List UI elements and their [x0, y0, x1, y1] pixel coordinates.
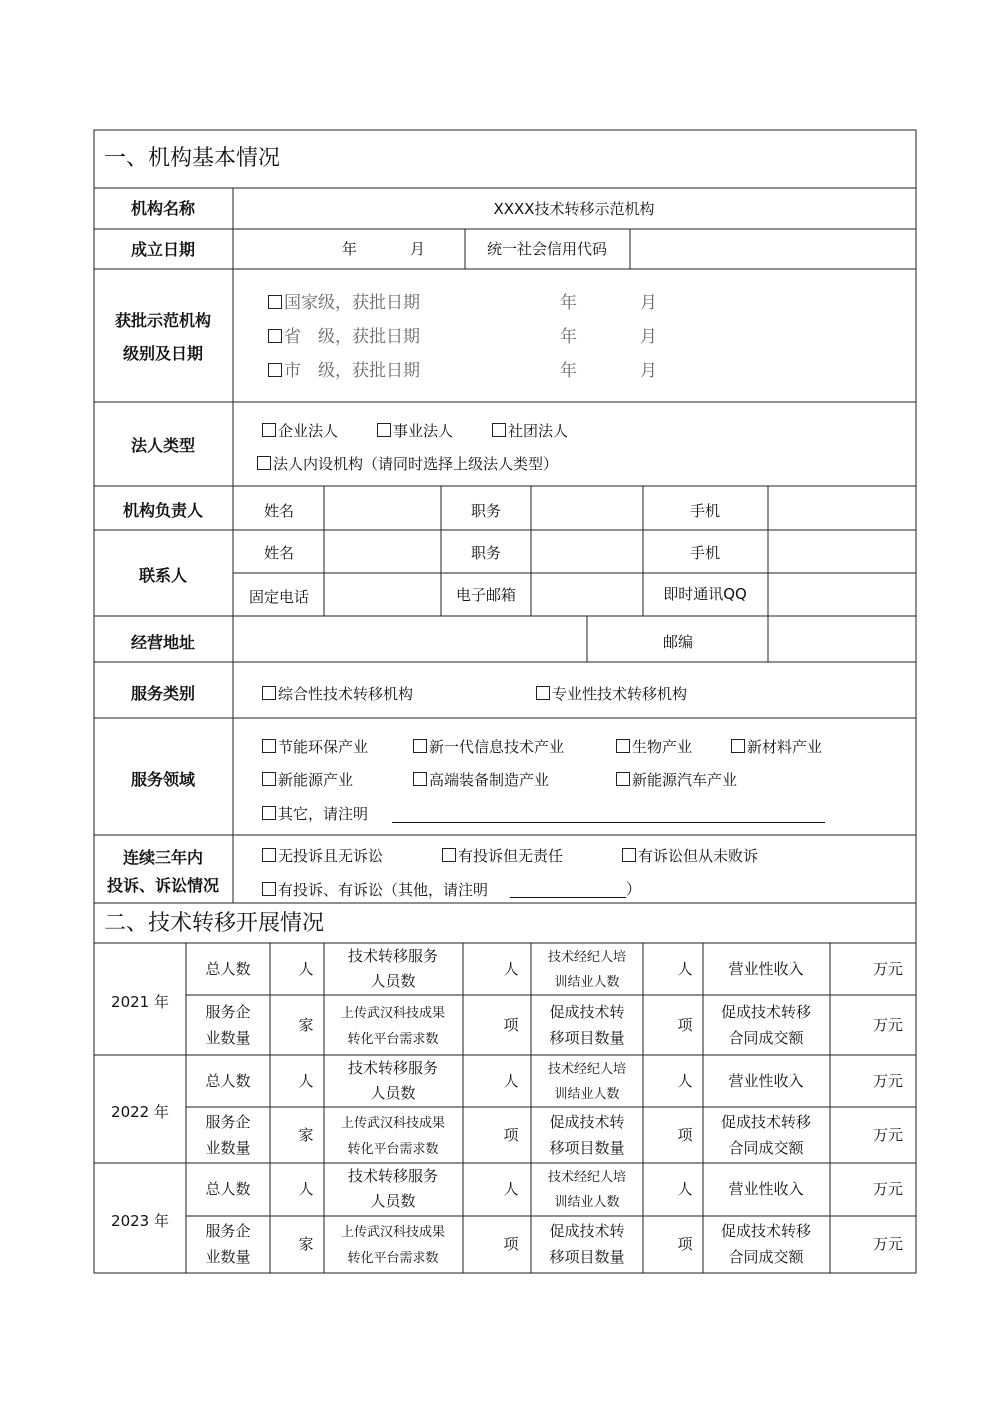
contract-label-1: 促成技术转移: [720, 1222, 812, 1240]
tt-staff-label-1: 技术转移服务: [347, 947, 439, 965]
upload-label-1: 上传武汉科技成果: [340, 1006, 446, 1021]
org-name-value[interactable]: XXXX技术转移示范机构: [493, 200, 655, 218]
year-2022-label: 2022 年: [111, 1103, 169, 1121]
unit-item: 项: [503, 1016, 519, 1034]
total-staff-label: 总人数: [205, 1072, 251, 1090]
unit-item: 项: [677, 1126, 693, 1144]
service-field-option-new-energy[interactable]: 新能源产业: [262, 772, 353, 788]
unit-person: 人: [503, 1072, 519, 1090]
unit-money: 万元: [873, 1016, 904, 1034]
unit-money: 万元: [873, 1126, 904, 1144]
unit-item: 项: [677, 1235, 693, 1253]
service-type-label: 服务类别: [130, 684, 196, 703]
tt-staff-label-1: 技术转移服务: [347, 1059, 439, 1077]
section-1-title: 一、机构基本情况: [104, 146, 281, 171]
revenue-label: 营业性收入: [728, 960, 804, 978]
founding-date-label: 成立日期: [130, 240, 196, 259]
approval-label-line2: 级别及日期: [122, 344, 204, 363]
unit-person: 人: [503, 1180, 519, 1198]
broker-label-1: 技术经纪人培: [547, 1062, 627, 1077]
approval-row-province[interactable]: 省 级，获批日期: [268, 329, 420, 346]
unit-person: 人: [677, 1180, 693, 1198]
checkbox-icon[interactable]: [413, 772, 427, 786]
checkbox-icon[interactable]: [262, 739, 276, 753]
credit-code-label: 统一社会信用代码: [486, 240, 608, 258]
revenue-label: 营业性收入: [728, 1180, 804, 1198]
projects-label-2: 移项目数量: [549, 1139, 625, 1157]
contract-label-2: 合同成交额: [728, 1248, 804, 1266]
complaints-label-line2: 投诉、诉讼情况: [106, 876, 220, 895]
unit-person: 人: [298, 1072, 314, 1090]
legal-type-option-internal[interactable]: 法人内设机构（请同时选择上级法人类型）: [257, 456, 558, 472]
upload-label-2: 转化平台需求数: [347, 1032, 439, 1047]
projects-label-1: 促成技术转: [549, 1113, 625, 1131]
approval-province-month: 月: [640, 327, 657, 347]
checkbox-icon[interactable]: [262, 772, 276, 786]
firms-label-1: 服务企: [205, 1003, 251, 1021]
founding-year-unit: 年: [342, 240, 358, 258]
revenue-label: 营业性收入: [728, 1072, 804, 1090]
service-field-option-other[interactable]: 其它，请注明: [262, 806, 368, 822]
unit-person: 人: [298, 1180, 314, 1198]
broker-label-2: 训结业人数: [554, 975, 620, 990]
firms-label-2: 业数量: [205, 1248, 251, 1266]
total-staff-label: 总人数: [205, 1180, 251, 1198]
checkbox-icon[interactable]: [262, 686, 276, 700]
contract-label-1: 促成技术转移: [720, 1003, 812, 1021]
approval-national-year: 年: [560, 293, 577, 313]
complaints-close-paren: ）: [626, 880, 642, 898]
contact-label: 联系人: [138, 566, 188, 585]
service-field-option-ev[interactable]: 新能源汽车产业: [616, 772, 737, 788]
complaints-option-none[interactable]: 无投诉且无诉讼: [262, 848, 383, 864]
unit-money: 万元: [873, 1235, 904, 1253]
service-field-other-line[interactable]: [392, 822, 825, 823]
firms-label-1: 服务企: [205, 1113, 251, 1131]
checkbox-icon[interactable]: [262, 423, 276, 437]
contract-label-1: 促成技术转移: [720, 1113, 812, 1131]
head-mobile-label: 手机: [689, 502, 721, 520]
broker-label-1: 技术经纪人培: [547, 950, 627, 965]
checkbox-icon[interactable]: [731, 739, 745, 753]
broker-label-2: 训结业人数: [554, 1087, 620, 1102]
contact-mobile-label: 手机: [689, 544, 721, 562]
service-field-option-bio[interactable]: 生物产业: [616, 739, 692, 755]
year-2023-label: 2023 年: [111, 1212, 169, 1230]
complaints-option-never-lost[interactable]: 有诉讼但从未败诉: [622, 848, 758, 864]
upload-label-2: 转化平台需求数: [347, 1251, 439, 1266]
unit-money: 万元: [873, 960, 904, 978]
total-staff-label: 总人数: [205, 960, 251, 978]
approval-national-month: 月: [640, 293, 657, 313]
checkbox-icon[interactable]: [616, 739, 630, 753]
unit-firm: 家: [298, 1126, 314, 1144]
checkbox-icon[interactable]: [622, 848, 636, 862]
tt-staff-label-1: 技术转移服务: [347, 1167, 439, 1185]
org-name-label: 机构名称: [130, 199, 196, 218]
complaints-other-line[interactable]: [510, 897, 626, 898]
contact-qq-label: 即时通讯QQ: [663, 585, 747, 603]
checkbox-icon[interactable]: [377, 423, 391, 437]
checkbox-icon[interactable]: [268, 363, 282, 377]
unit-item: 项: [677, 1016, 693, 1034]
address-label: 经营地址: [130, 633, 196, 652]
projects-label-2: 移项目数量: [549, 1248, 625, 1266]
checkbox-icon[interactable]: [492, 423, 506, 437]
firms-label-2: 业数量: [205, 1029, 251, 1047]
service-type-option-specialized[interactable]: 专业性技术转移机构: [536, 686, 687, 702]
checkbox-icon[interactable]: [257, 456, 271, 470]
projects-label-1: 促成技术转: [549, 1003, 625, 1021]
complaints-option-no-liability[interactable]: 有投诉但无责任: [442, 848, 563, 864]
firms-label-2: 业数量: [205, 1139, 251, 1157]
checkbox-icon[interactable]: [262, 882, 276, 896]
unit-person: 人: [677, 1072, 693, 1090]
checkbox-icon[interactable]: [262, 848, 276, 862]
unit-person: 人: [503, 960, 519, 978]
postcode-label: 邮编: [662, 633, 694, 651]
unit-money: 万元: [873, 1180, 904, 1198]
service-field-option-it[interactable]: 新一代信息技术产业: [413, 739, 564, 755]
unit-item: 项: [503, 1126, 519, 1144]
unit-firm: 家: [298, 1235, 314, 1253]
contact-email-label: 电子邮箱: [455, 586, 517, 604]
unit-person: 人: [298, 960, 314, 978]
checkbox-icon[interactable]: [616, 772, 630, 786]
service-field-option-equipment[interactable]: 高端装备制造产业: [413, 772, 549, 788]
legal-type-option-society[interactable]: 社团法人: [492, 423, 568, 439]
checkbox-icon[interactable]: [413, 739, 427, 753]
service-field-option-energy-saving[interactable]: 节能环保产业: [262, 739, 368, 755]
upload-label-1: 上传武汉科技成果: [340, 1116, 446, 1131]
firms-label-1: 服务企: [205, 1222, 251, 1240]
approval-row-city[interactable]: 市 级，获批日期: [268, 363, 420, 380]
checkbox-icon[interactable]: [262, 806, 276, 820]
legal-type-option-public[interactable]: 事业法人: [377, 423, 453, 439]
upload-label-1: 上传武汉科技成果: [340, 1225, 446, 1240]
service-field-label: 服务领域: [130, 770, 196, 789]
head-label: 机构负责人: [122, 501, 204, 520]
service-field-option-materials[interactable]: 新材料产业: [731, 739, 822, 755]
service-type-option-comprehensive[interactable]: 综合性技术转移机构: [262, 686, 413, 702]
tt-staff-label-2: 人员数: [370, 1084, 416, 1102]
approval-province-year: 年: [560, 327, 577, 347]
unit-money: 万元: [873, 1072, 904, 1090]
unit-person: 人: [677, 960, 693, 978]
approval-city-month: 月: [640, 361, 657, 381]
contract-label-2: 合同成交额: [728, 1029, 804, 1047]
contact-position-label: 职务: [470, 544, 502, 562]
complaints-label-line1: 连续三年内: [122, 848, 204, 867]
approval-row-national[interactable]: 国家级，获批日期: [268, 295, 420, 312]
contact-name-label: 姓名: [263, 544, 295, 562]
year-2021-label: 2021 年: [111, 993, 169, 1011]
contract-label-2: 合同成交额: [728, 1139, 804, 1157]
broker-label-1: 技术经纪人培: [547, 1170, 627, 1185]
contact-phone-label: 固定电话: [248, 588, 310, 606]
tt-staff-label-2: 人员数: [370, 972, 416, 990]
checkbox-icon[interactable]: [268, 295, 282, 309]
unit-item: 项: [503, 1235, 519, 1253]
head-name-label: 姓名: [263, 502, 295, 520]
founding-month-unit: 月: [410, 240, 426, 258]
head-position-label: 职务: [470, 502, 502, 520]
checkbox-icon[interactable]: [442, 848, 456, 862]
section-2-title: 二、技术转移开展情况: [104, 911, 325, 936]
unit-firm: 家: [298, 1016, 314, 1034]
approval-city-year: 年: [560, 361, 577, 381]
checkbox-icon[interactable]: [536, 686, 550, 700]
upload-label-2: 转化平台需求数: [347, 1142, 439, 1157]
tt-staff-label-2: 人员数: [370, 1192, 416, 1210]
projects-label-1: 促成技术转: [549, 1222, 625, 1240]
legal-type-option-enterprise[interactable]: 企业法人: [262, 423, 338, 439]
projects-label-2: 移项目数量: [549, 1029, 625, 1047]
checkbox-icon[interactable]: [268, 329, 282, 343]
legal-type-label: 法人类型: [130, 436, 196, 455]
complaints-option-both[interactable]: 有投诉、有诉讼（其他，请注明: [262, 882, 488, 898]
approval-label-line1: 获批示范机构: [114, 311, 212, 330]
broker-label-2: 训结业人数: [554, 1195, 620, 1210]
